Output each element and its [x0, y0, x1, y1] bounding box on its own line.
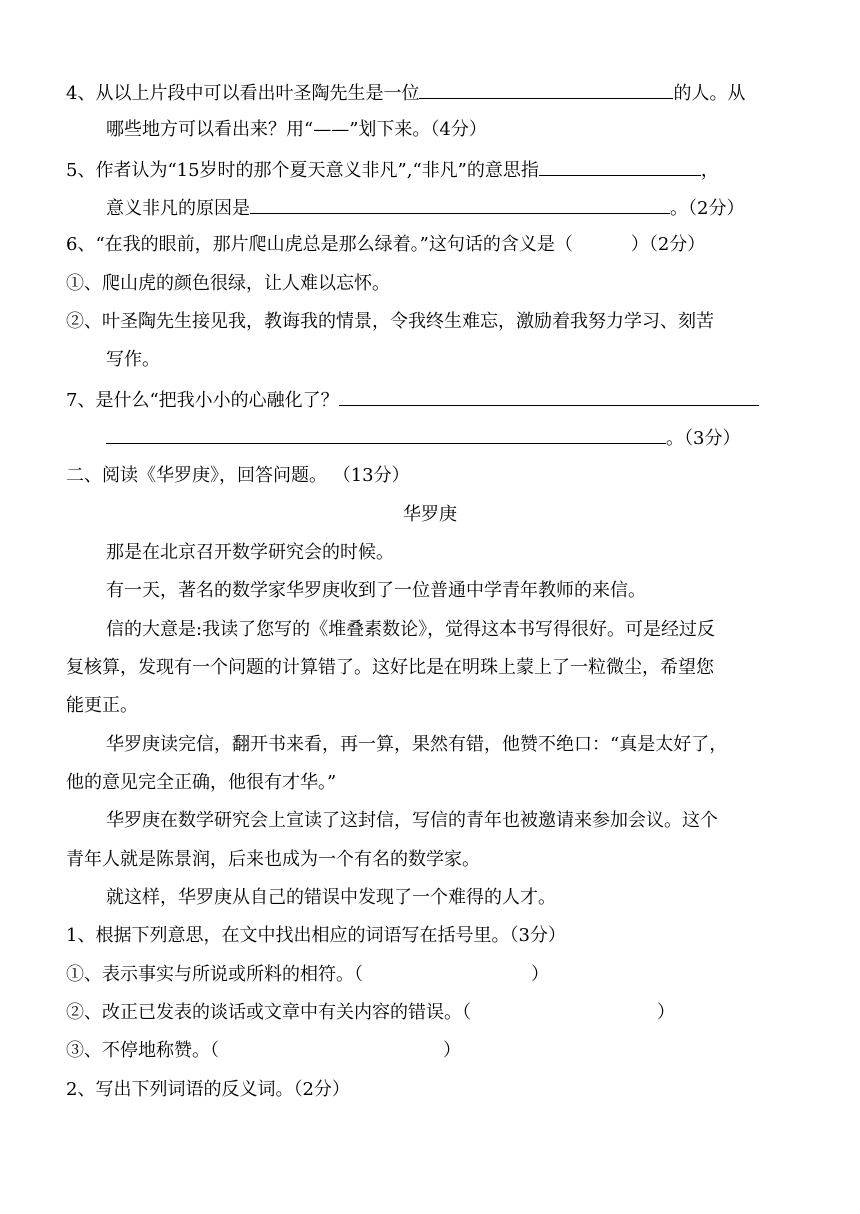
question-6-text: 6、“在我的眼前，那片爬山虎总是那么绿着。”这句话的含义是（	[66, 234, 573, 255]
question-6-option-1	[66, 272, 390, 296]
question-1-item-b-text: ②、改正已发表的谈话或文章中有关内容的错误。（	[66, 1002, 471, 1023]
paragraph-3-text-a: 信的大意是:我读了您写的《堆叠素数论》，觉得这本书写得很好。可是经过反	[106, 619, 716, 640]
option-1-text: ①、爬山虎的颜色很绿，让人难以忘怀。	[66, 273, 390, 294]
question-1-item-c	[66, 1039, 461, 1063]
answer-blank-q4[interactable]	[419, 80, 673, 99]
question-6-option-2-line-2	[106, 348, 160, 372]
question-7-line-2	[106, 425, 740, 449]
paragraph-3-line-2	[66, 656, 714, 680]
answer-blank-q5-meaning[interactable]	[539, 157, 701, 176]
paragraph-3-text-c: 能更正。	[66, 695, 138, 716]
passage-title	[0, 503, 860, 527]
answer-blank-q5-reason[interactable]	[250, 195, 670, 214]
section-two-heading-text: 二、阅读《华罗庚》，回答问题。 （13分）	[66, 465, 410, 486]
question-6-text-end: ）（2分）	[630, 234, 706, 255]
section-two-question-1-text: 1、根据下列意思，在文中找出相应的词语写在括号里。（3分）	[66, 925, 566, 946]
question-1-item-a-end: ）	[531, 964, 549, 985]
option-2-text-b: 写作。	[106, 349, 160, 370]
section-two-question-1	[66, 924, 566, 948]
question-6-line-1	[66, 233, 705, 257]
question-4-line-2	[106, 118, 487, 142]
question-6-option-2-line-1	[66, 310, 714, 334]
paragraph-1-text: 那是在北京召开数学研究会的时候。	[106, 542, 394, 563]
question-5-line-2	[106, 195, 744, 219]
section-two-heading	[66, 464, 410, 488]
answer-blank-q7-line-1[interactable]	[339, 387, 759, 406]
question-7-text-end: 。（3分）	[666, 428, 741, 449]
paragraph-6-text: 就这样，华罗庚从自己的错误中发现了一个难得的人才。	[106, 887, 556, 908]
paragraph-4-text-a: 华罗庚读完信，翻开书来看，再一算，果然有错，他赞不绝口：“真是太好了，	[106, 734, 728, 755]
paragraph-5-line-1	[106, 809, 718, 833]
answer-blank-q7-line-2[interactable]	[106, 425, 666, 444]
section-two-question-2	[66, 1078, 350, 1102]
question-1-item-c-end: ）	[443, 1040, 461, 1061]
question-1-item-b-end: ）	[657, 1002, 675, 1023]
question-1-item-b	[66, 1001, 675, 1025]
paragraph-3-line-1	[106, 618, 715, 642]
question-5-text-a: 5、作者认为“15岁时的那个夏天意义非凡”,“非凡”的意思指	[66, 160, 539, 181]
question-4-line-1	[66, 80, 745, 104]
question-5-text-c: 意义非凡的原因是	[106, 198, 250, 219]
question-1-item-a	[66, 963, 549, 987]
question-1-item-a-text: ①、表示事实与所说或所料的相符。（	[66, 964, 363, 985]
paragraph-5-text-b: 青年人就是陈景润，后来也成为一个有名的数学家。	[66, 849, 480, 870]
question-5-text-d: 。（2分）	[670, 198, 745, 219]
question-7-line-1	[66, 387, 759, 411]
option-2-text-a: ②、叶圣陶先生接见我，教诲我的情景，令我终生难忘，激励着我努力学习、刻苦	[66, 311, 714, 332]
paragraph-4-line-1	[106, 733, 727, 757]
paragraph-2-text: 有一天，著名的数学家华罗庚收到了一位普通中学青年教师的来信。	[106, 580, 646, 601]
question-4-text-c: 哪些地方可以看出来？用“——”划下来。（4分）	[106, 119, 487, 140]
section-two-question-2-text: 2、写出下列词语的反义词。（2分）	[66, 1079, 350, 1100]
paragraph-3-line-3	[66, 694, 138, 718]
paragraph-4-line-2	[66, 771, 336, 795]
paragraph-3-text-b: 复核算，发现有一个问题的计算错了。这好比是在明珠上蒙上了一粒微尘，希望您	[66, 657, 714, 678]
paragraph-4-text-b: 他的意见完全正确，他很有才华。”	[66, 772, 337, 793]
paragraph-6	[106, 886, 556, 910]
question-4-text-b: 的人。从	[673, 83, 746, 104]
question-5-line-1	[66, 157, 719, 181]
passage-title-text: 华罗庚	[403, 504, 457, 525]
paragraph-2	[106, 579, 646, 603]
paragraph-5-text-a: 华罗庚在数学研究会上宣读了这封信，写信的青年也被邀请来参加会议。这个	[106, 810, 718, 831]
paragraph-1	[106, 541, 394, 565]
question-5-text-b: ，	[700, 160, 719, 181]
question-4-text-a: 4、从以上片段中可以看出叶圣陶先生是一位	[66, 83, 420, 104]
question-1-item-c-text: ③、不停地称赞。（	[66, 1040, 219, 1061]
paragraph-5-line-2	[66, 848, 480, 872]
question-7-text: 7、是什么“把我小小的心融化了？	[66, 390, 339, 411]
